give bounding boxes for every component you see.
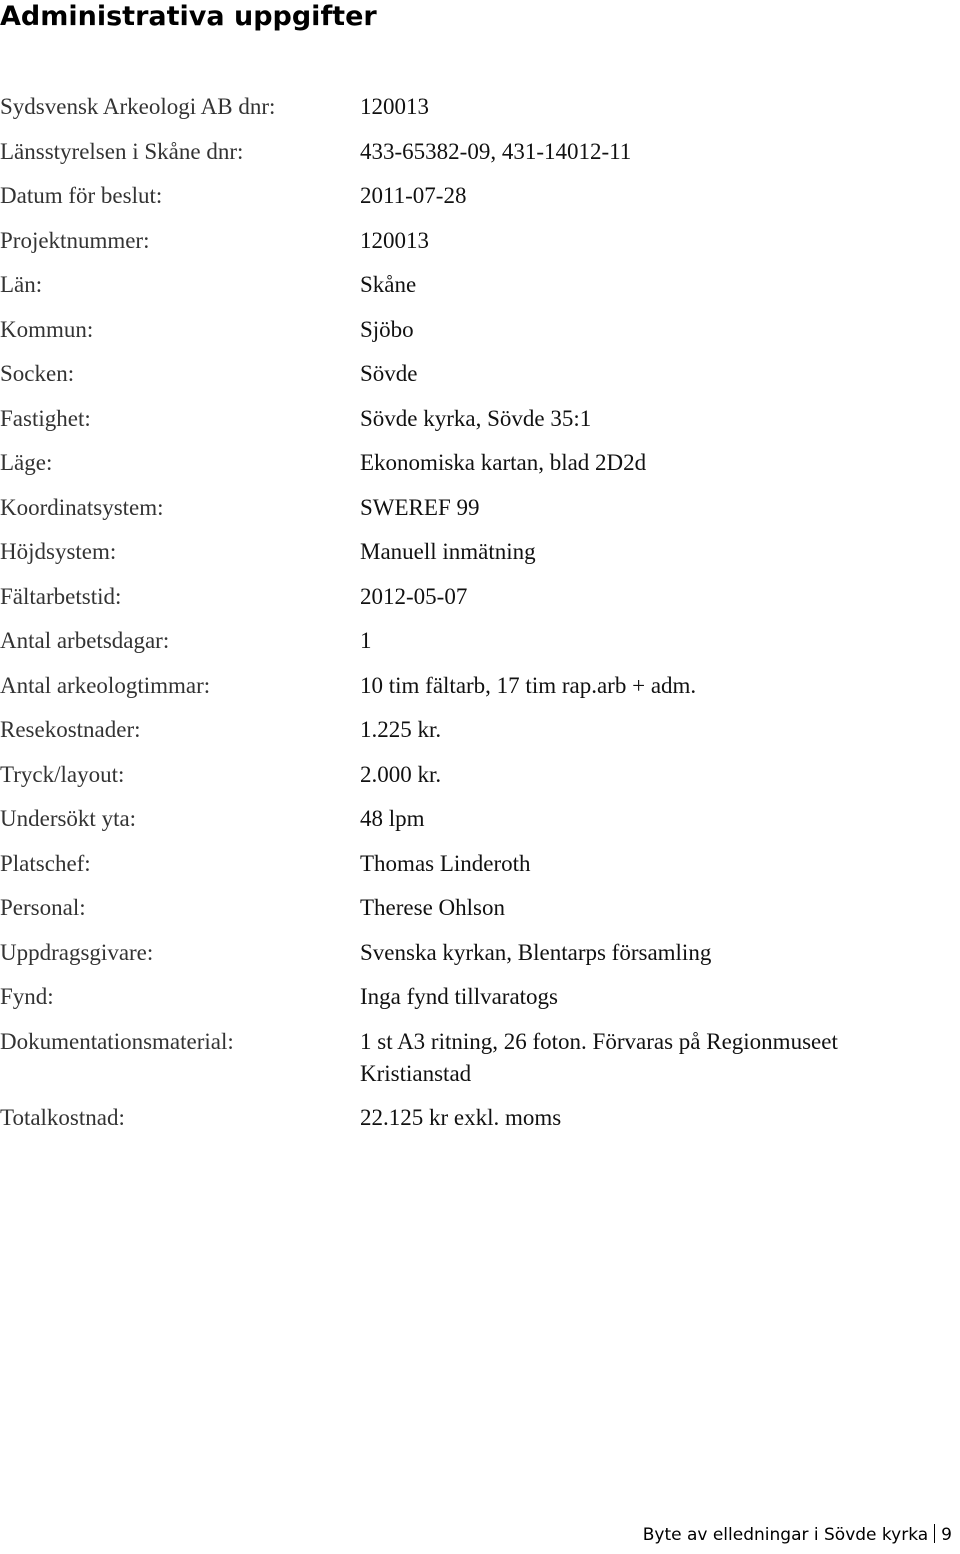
detail-label: Sydsvensk Arkeologi AB dnr: [0,94,276,119]
detail-value: 1 [360,628,372,653]
detail-value: Manuell inmätning [360,539,536,564]
detail-label: Tryck/layout: [0,762,125,787]
detail-label: Totalkostnad: [0,1105,125,1130]
detail-label: Koordinatsystem: [0,495,164,520]
detail-value: Svenska kyrkan, Blentarps församling [360,940,712,965]
detail-label: Läge: [0,450,53,475]
detail-label: Län: [0,272,43,297]
detail-value: 48 lpm [360,806,425,831]
detail-label: Antal arkeologtimmar: [0,673,211,698]
detail-value: Sövde kyrka, Sövde 35:1 [360,406,592,431]
detail-label: Kommun: [0,317,94,342]
detail-label: Resekostnader: [0,717,141,742]
page-number: 9 [941,1525,952,1545]
detail-label: Socken: [0,361,75,386]
detail-value: Therese Ohlson [360,895,505,920]
page-title: Administrativa uppgifter [0,1,377,32]
detail-label: Fältarbetstid: [0,584,122,609]
detail-value: Sjöbo [360,317,414,342]
detail-value: 2012-05-07 [360,584,468,609]
detail-label: Länsstyrelsen i Skåne dnr: [0,139,244,164]
detail-label: Datum för beslut: [0,183,163,208]
detail-label: Höjdsystem: [0,539,117,564]
footer-divider [934,1524,935,1543]
detail-label: Platschef: [0,851,91,876]
page-footer [643,1524,952,1546]
detail-value: Skåne [360,272,417,297]
detail-value: 1.225 kr. [360,717,442,742]
detail-label: Personal: [0,895,86,920]
running-title: Byte av elledningar i Sövde kyrka [642,1525,929,1545]
detail-label: Uppdragsgivare: [0,940,154,965]
detail-label: Fynd: [0,984,54,1009]
detail-label: Fastighet: [0,406,91,431]
detail-value: Thomas Linderoth [360,851,531,876]
detail-value: 120013 [360,94,429,119]
detail-value: 22.125 kr exkl. moms [360,1105,562,1130]
detail-value: Sövde [360,361,418,386]
detail-label: Antal arbetsdagar: [0,628,170,653]
detail-label: Undersökt yta: [0,806,137,831]
detail-value: 120013 [360,228,429,253]
detail-value: 1 st A3 ritning, 26 foton. Förvaras på Regionmuseet Kristianstad [360,1029,838,1086]
detail-label: Projektnummer: [0,228,150,253]
detail-value: 433-65382-09, 431-14012-11 [360,139,632,164]
detail-value: 2.000 kr. [360,762,442,787]
detail-value: SWEREF 99 [360,495,480,520]
detail-value: 2011-07-28 [360,183,467,208]
detail-value: Ekonomiska kartan, blad 2D2d [360,450,647,475]
detail-value: Inga fynd tillvaratogs [360,984,559,1009]
detail-value: 10 tim fältarb, 17 tim rap.arb + adm. [360,673,697,698]
detail-label: Dokumentationsmaterial: [0,1029,234,1054]
